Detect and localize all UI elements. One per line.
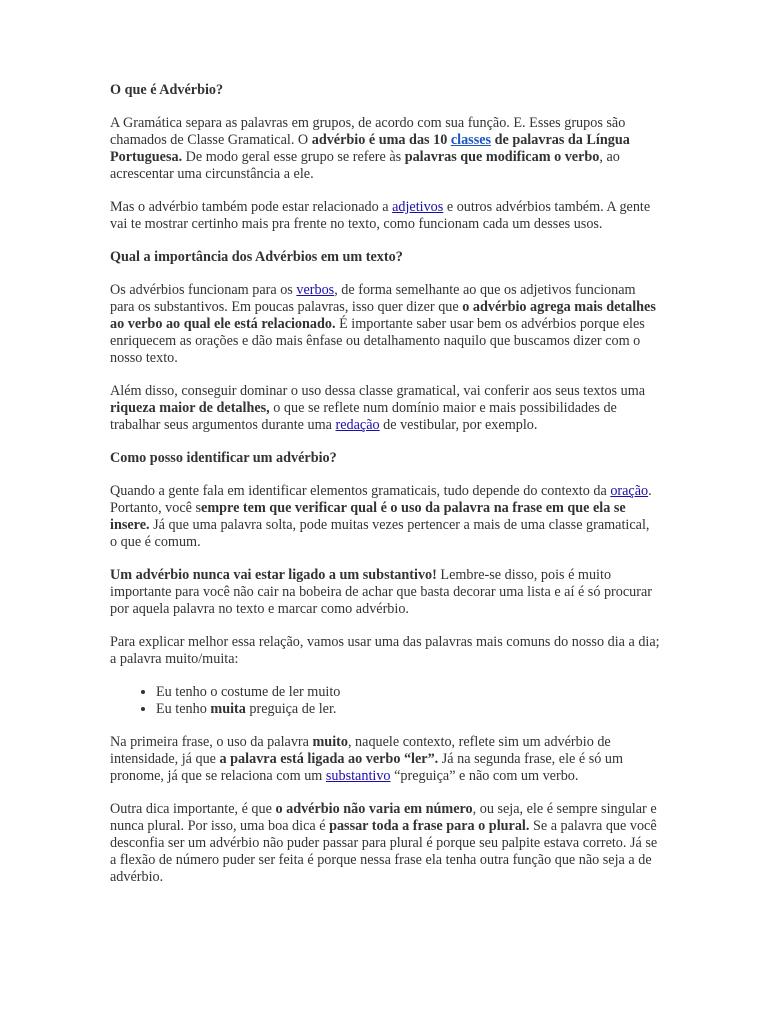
paragraph-adjectives: Mas o advérbio também pode estar relacionado a adjetivos e outros advérbios também. A gente vai te mostrar certinho mais pra frente no texto, como funcionam cada um desses usos. — [110, 199, 651, 232]
heading-importance: Qual a importância dos Advérbios em um texto? — [110, 249, 403, 265]
link-oracao[interactable]: oração — [610, 483, 649, 499]
heading-identify: Como posso identificar um advérbio? — [110, 450, 337, 466]
paragraph-context: Quando a gente fala em identificar elementos gramaticais, tudo depende do contexto da oração. Portanto, você sempre tem que verificar qual é o uso da palavra na frase em que ela se insere. Já que uma palavra solta, pode muitas vezes pertencer a mais de uma classe gramatical, o que é comum. — [110, 483, 652, 550]
link-redacao[interactable]: redação — [335, 417, 380, 433]
article-body — [110, 82, 660, 902]
link-classes[interactable]: classes — [450, 132, 492, 148]
link-verbos[interactable]: verbos — [296, 282, 335, 298]
paragraph-explanation: Na primeira frase, o uso da palavra muito, naquele contexto, reflete sim um advérbio de intensidade, já que a palavra está ligada ao verbo “ler”. Já na segunda frase, ele é só um pronome, já que se relaciona com um substantivo “preguiça” e não com um verbo. — [110, 734, 623, 784]
heading-what-is-adverb: O que é Advérbio? — [110, 82, 224, 98]
paragraph-number-tip: Outra dica importante, é que o advérbio não varia em número, ou seja, ele é sempre singular e nunca plural. Por isso, uma boa dica é passar toda a frase para o plural. Se a palavra que você desconfia ser um advérbio não puder passar para plural é porque seu palpite estava correto. Já se a flexão de número puder ser feita é porque nessa frase ela tenha outra função que não seja a de advérbio. — [110, 801, 658, 885]
paragraph-verbs: Os advérbios funcionam para os verbos, de forma semelhante ao que os adjetivos funcionam para os substantivos. Em poucas palavras, isso quer dizer que o advérbio agrega mais detalhes ao verbo ao qual ele está relacionado. É importante saber usar bem os advérbios porque eles enriquecem as orações e dão mais ênfase ou detalhamento naquilo que buscamos dizer com o nosso texto. — [110, 282, 656, 366]
link-adjetivos[interactable]: adjetivos — [392, 199, 444, 215]
example-list — [110, 684, 660, 718]
list-item: • Eu tenho o costume de ler muito — [156, 684, 660, 701]
link-substantivo[interactable]: substantivo — [325, 768, 391, 784]
paragraph-noun-warning: Um advérbio nunca vai estar ligado a um substantivo! Lembre-se disso, pois é muito importante para você não cair na bobeira de achar que basta decorar uma lista e aí é só procurar por aquela palavra no texto e marcar como advérbio. — [110, 567, 653, 617]
paragraph-example-intro: Para explicar melhor essa relação, vamos usar uma das palavras mais comuns do nosso dia a dia; a palavra muito/muita: — [110, 634, 660, 667]
paragraph-intro: A Gramática separa as palavras em grupos, de acordo com sua função. E. Esses grupos são chamados de Classe Gramatical. O advérbio é uma das 10 classes de palavras da Língua Portuguesa. De modo geral esse grupo se refere às palavras que modificam o verbo, ao acrescentar uma circunstância a ele. — [110, 115, 630, 182]
paragraph-richness: Além disso, conseguir dominar o uso dessa classe gramatical, vai conferir aos seus textos uma riqueza maior de detalhes, o que se reflete num domínio maior e mais possibilidades de trabalhar seus argumentos durante uma redação de vestibular, por exemplo. — [110, 383, 646, 433]
list-item: • Eu tenho muita preguiça de ler. — [156, 701, 660, 718]
